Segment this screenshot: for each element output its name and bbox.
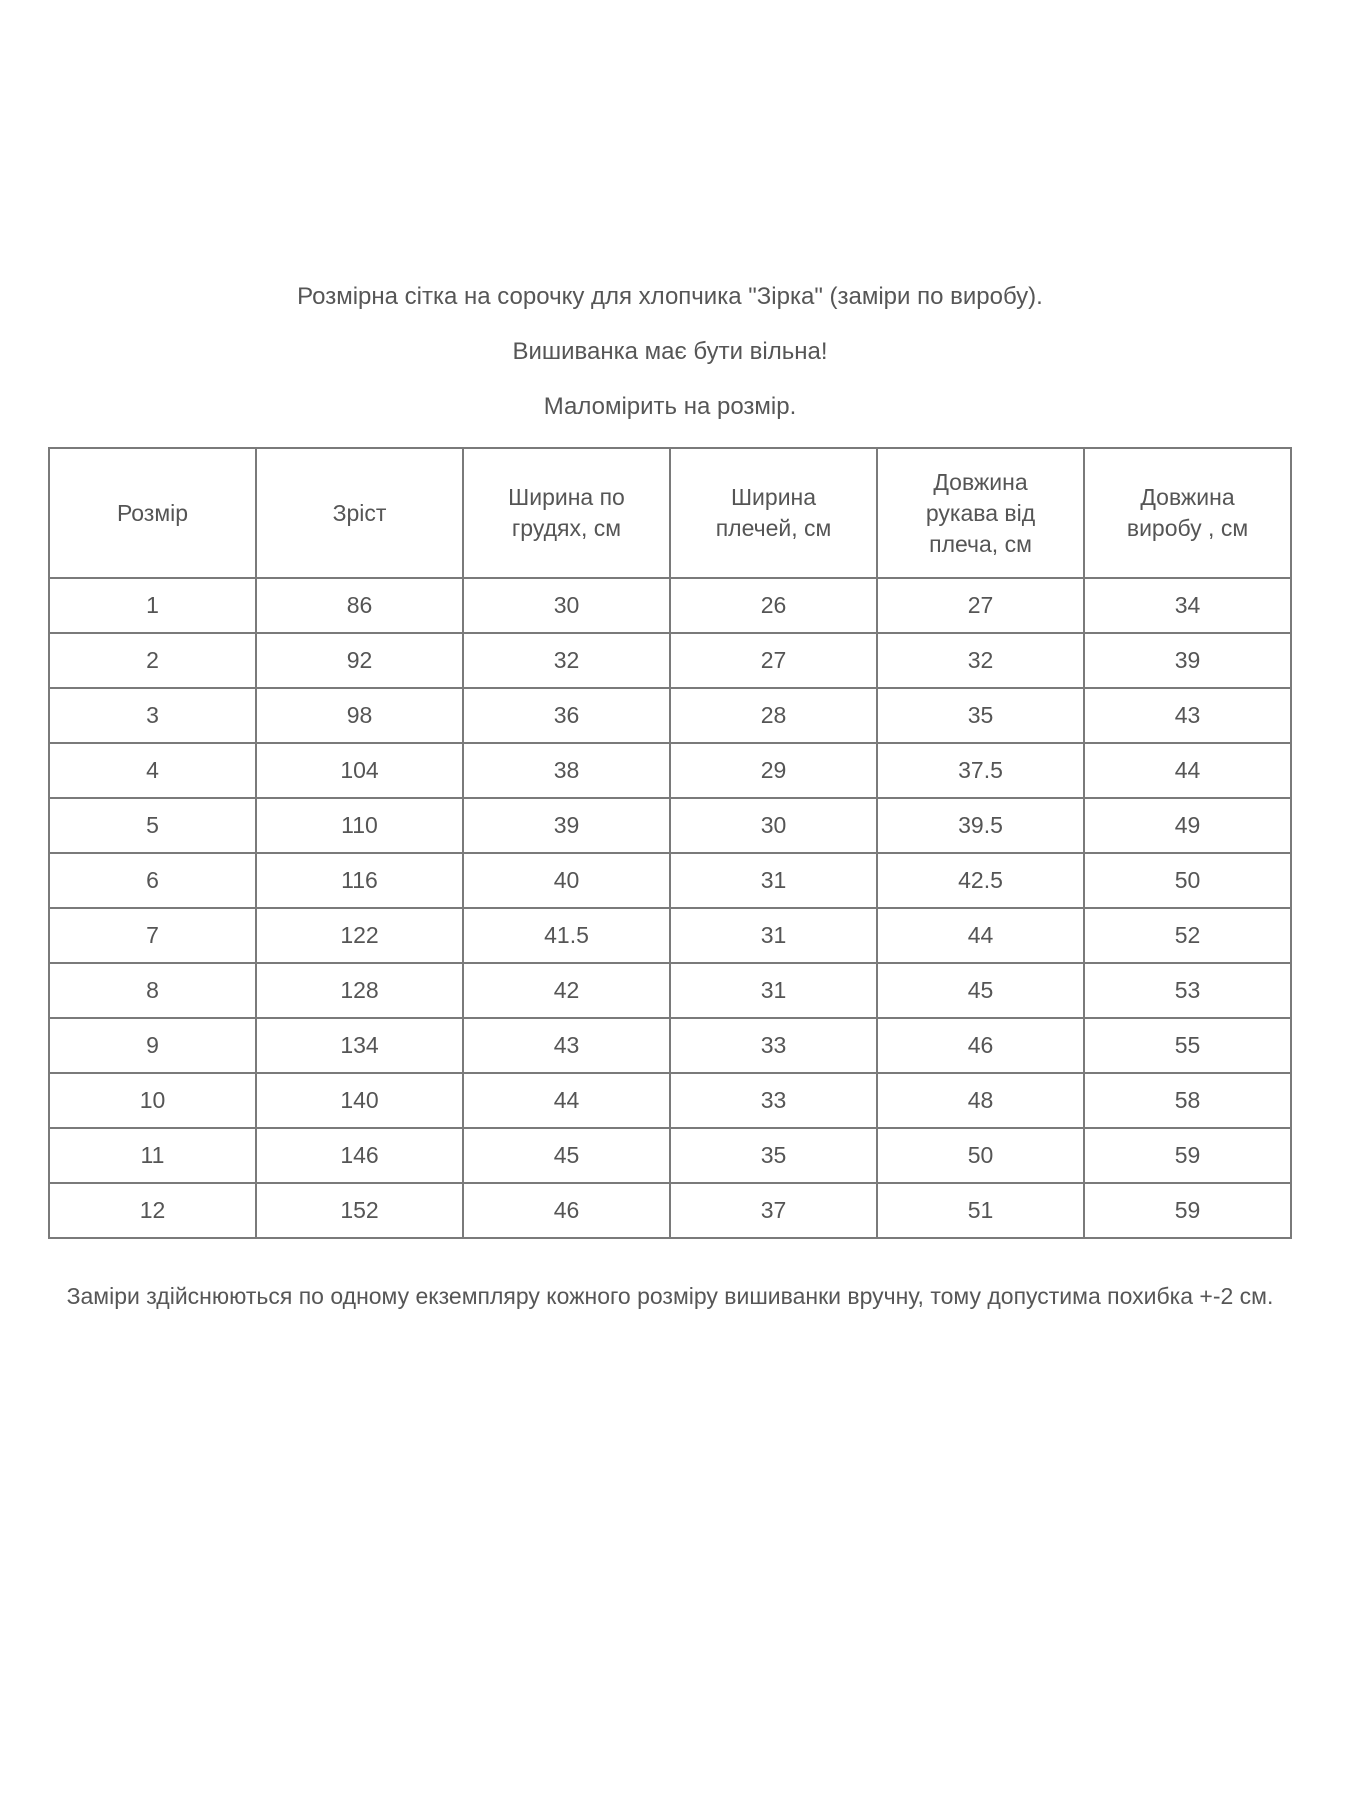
table-cell: 55 bbox=[1084, 1018, 1291, 1073]
table-cell: 9 bbox=[49, 1018, 256, 1073]
table-cell: 38 bbox=[463, 743, 670, 798]
table-cell: 2 bbox=[49, 633, 256, 688]
table-row bbox=[49, 1073, 1291, 1128]
table-row bbox=[49, 578, 1291, 633]
table-cell: 50 bbox=[877, 1128, 1084, 1183]
column-header: Зріст bbox=[256, 448, 463, 578]
table-cell: 40 bbox=[463, 853, 670, 908]
table-row bbox=[49, 908, 1291, 963]
table-row bbox=[49, 853, 1291, 908]
table-cell: 7 bbox=[49, 908, 256, 963]
table-cell: 32 bbox=[463, 633, 670, 688]
table-cell: 37.5 bbox=[877, 743, 1084, 798]
table-row bbox=[49, 743, 1291, 798]
table-cell: 86 bbox=[256, 578, 463, 633]
table-cell: 92 bbox=[256, 633, 463, 688]
table-cell: 110 bbox=[256, 798, 463, 853]
table-cell: 39.5 bbox=[877, 798, 1084, 853]
table-cell: 30 bbox=[463, 578, 670, 633]
table-cell: 39 bbox=[463, 798, 670, 853]
table-cell: 104 bbox=[256, 743, 463, 798]
measurement-tolerance-note: Заміри здійснюються по одному екземпляру кожного розміру вишиванки вручну, тому допустима похибка +-2 см. bbox=[66, 1283, 1274, 1310]
table-cell: 29 bbox=[670, 743, 877, 798]
table-cell: 146 bbox=[256, 1128, 463, 1183]
table-cell: 39 bbox=[1084, 633, 1291, 688]
size-chart-table-head bbox=[49, 448, 1291, 578]
table-cell: 5 bbox=[49, 798, 256, 853]
table-cell: 31 bbox=[670, 963, 877, 1018]
table-cell: 51 bbox=[877, 1183, 1084, 1238]
column-header: Ширина плечей, см bbox=[670, 448, 877, 578]
table-cell: 27 bbox=[670, 633, 877, 688]
table-row bbox=[49, 1183, 1291, 1238]
table-cell: 36 bbox=[463, 688, 670, 743]
table-cell: 52 bbox=[1084, 908, 1291, 963]
table-cell: 42.5 bbox=[877, 853, 1084, 908]
table-row bbox=[49, 1018, 1291, 1073]
table-cell: 152 bbox=[256, 1183, 463, 1238]
table-cell: 140 bbox=[256, 1073, 463, 1128]
table-cell: 58 bbox=[1084, 1073, 1291, 1128]
table-row bbox=[49, 633, 1291, 688]
size-chart-table-body bbox=[49, 578, 1291, 1238]
table-cell: 31 bbox=[670, 908, 877, 963]
table-cell: 134 bbox=[256, 1018, 463, 1073]
table-cell: 122 bbox=[256, 908, 463, 963]
table-row bbox=[49, 798, 1291, 853]
table-cell: 43 bbox=[1084, 688, 1291, 743]
table-cell: 11 bbox=[49, 1128, 256, 1183]
column-header: Розмір bbox=[49, 448, 256, 578]
table-cell: 3 bbox=[49, 688, 256, 743]
table-cell: 128 bbox=[256, 963, 463, 1018]
table-cell: 8 bbox=[49, 963, 256, 1018]
table-cell: 10 bbox=[49, 1073, 256, 1128]
table-cell: 44 bbox=[463, 1073, 670, 1128]
table-cell: 31 bbox=[670, 853, 877, 908]
table-cell: 44 bbox=[877, 908, 1084, 963]
table-cell: 45 bbox=[877, 963, 1084, 1018]
table-cell: 50 bbox=[1084, 853, 1291, 908]
table-cell: 4 bbox=[49, 743, 256, 798]
table-cell: 1 bbox=[49, 578, 256, 633]
title-block bbox=[48, 283, 1292, 421]
table-cell: 59 bbox=[1084, 1183, 1291, 1238]
table-cell: 43 bbox=[463, 1018, 670, 1073]
table-cell: 41.5 bbox=[463, 908, 670, 963]
table-row bbox=[49, 963, 1291, 1018]
table-cell: 35 bbox=[877, 688, 1084, 743]
table-cell: 33 bbox=[670, 1073, 877, 1128]
size-chart-content bbox=[48, 0, 1292, 1316]
subtitle-runs-small: Маломірить на розмір. bbox=[543, 392, 797, 420]
table-row bbox=[49, 688, 1291, 743]
table-cell: 35 bbox=[670, 1128, 877, 1183]
table-cell: 45 bbox=[463, 1128, 670, 1183]
size-chart-table bbox=[48, 447, 1292, 1239]
table-cell: 30 bbox=[670, 798, 877, 853]
subtitle-loose-fit: Вишиванка має бути вільна! bbox=[512, 337, 828, 365]
table-cell: 32 bbox=[877, 633, 1084, 688]
table-cell: 46 bbox=[463, 1183, 670, 1238]
table-cell: 26 bbox=[670, 578, 877, 633]
table-cell: 53 bbox=[1084, 963, 1291, 1018]
table-cell: 49 bbox=[1084, 798, 1291, 853]
column-header: Довжина виробу , см bbox=[1084, 448, 1291, 578]
table-cell: 37 bbox=[670, 1183, 877, 1238]
column-header: Ширина по грудях, см bbox=[463, 448, 670, 578]
table-cell: 59 bbox=[1084, 1128, 1291, 1183]
table-cell: 6 bbox=[49, 853, 256, 908]
table-cell: 12 bbox=[49, 1183, 256, 1238]
table-cell: 42 bbox=[463, 963, 670, 1018]
table-cell: 34 bbox=[1084, 578, 1291, 633]
table-cell: 46 bbox=[877, 1018, 1084, 1073]
table-cell: 44 bbox=[1084, 743, 1291, 798]
table-cell: 33 bbox=[670, 1018, 877, 1073]
table-cell: 98 bbox=[256, 688, 463, 743]
table-cell: 48 bbox=[877, 1073, 1084, 1128]
table-header-row bbox=[49, 448, 1291, 578]
table-cell: 116 bbox=[256, 853, 463, 908]
page-title: Розмірна сітка на сорочку для хлопчика "Зірка" (заміри по виробу). bbox=[297, 283, 1043, 310]
table-cell: 27 bbox=[877, 578, 1084, 633]
column-header: Довжина рукава від плеча, см bbox=[877, 448, 1084, 578]
table-cell: 28 bbox=[670, 688, 877, 743]
table-row bbox=[49, 1128, 1291, 1183]
